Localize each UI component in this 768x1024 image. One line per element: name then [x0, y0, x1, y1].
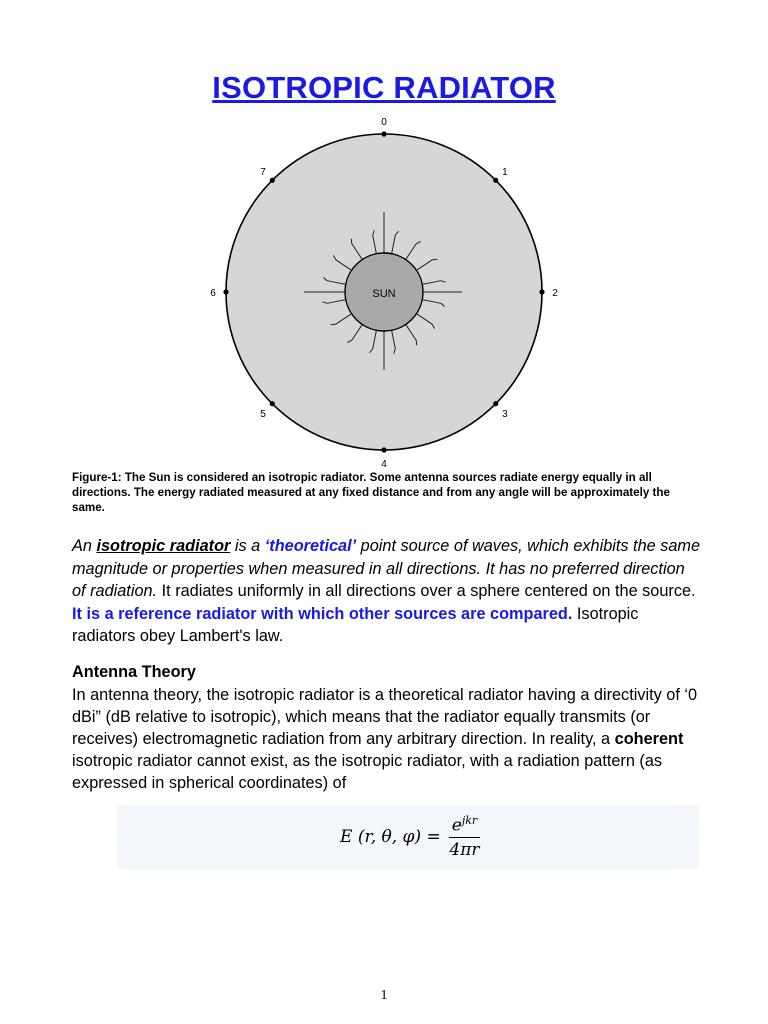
radiation-diagram: [200, 108, 570, 472]
intro-reference-statement: It is a reference radiator with which other sources are compared.: [72, 604, 573, 623]
marker-label: 1: [502, 167, 508, 179]
formula-num-exp: jkr: [461, 813, 478, 827]
marker-dot: [493, 178, 498, 183]
intro-plain-1: It radiates uniformly in all directions over a sphere centered on the source.: [157, 582, 696, 600]
formula-denominator: 4πr: [449, 840, 480, 861]
formula-numerator: [449, 814, 480, 839]
figure-caption: Figure-1: The Sun is considered an isotropic radiator. Some antenna sources radiate energy equally in all directions. The energy radiated measured at any fixed distance and from any angle will be approximately the same.: [72, 471, 670, 514]
term-coherent: coherent: [614, 730, 684, 748]
page-title: ISOTROPIC RADIATOR: [212, 70, 556, 105]
marker-dot: [270, 401, 275, 406]
isotropic-radiator-figure: [200, 108, 570, 472]
intro-plain-2: Isotropic radiators obey Lambert's law.: [72, 604, 639, 645]
sun-label: SUN: [372, 288, 396, 300]
term-isotropic-radiator: isotropic radiator: [96, 537, 231, 555]
antenna-text-1: In antenna theory, the isotropic radiator is a theoretical radiator having a directivity of ‘0 dBi” (dB relative to isotropic), which means that the radiator equally transmits (or receives) electromagnetic radiation from any arbitrary direction. In reality, a: [72, 686, 698, 748]
marker-dot: [493, 401, 498, 406]
page-number: 1: [380, 988, 388, 1003]
radiation-formula: [340, 808, 480, 866]
antenna-theory-paragraph: [72, 684, 702, 794]
marker-dot: [381, 131, 386, 136]
marker-label: 5: [260, 408, 266, 420]
marker-dot: [539, 289, 544, 294]
term-theoretical: ‘theoretical’: [264, 537, 357, 555]
marker-label: 3: [502, 408, 508, 420]
marker-label: 0: [381, 117, 387, 128]
intro-an: An: [72, 537, 97, 555]
intro-italic-rest: point source of waves, which exhibits the same magnitude or properties when measured in all directions. It has no preferred direction of radiation.: [72, 537, 701, 600]
marker-label: 2: [552, 288, 558, 299]
marker-label: 6: [210, 288, 216, 299]
marker-label: 7: [260, 167, 266, 179]
marker-label: 4: [381, 459, 387, 470]
intro-is-a: is a: [230, 537, 265, 555]
marker-dot: [223, 289, 228, 294]
marker-dot: [270, 178, 275, 183]
marker-dot: [381, 447, 386, 452]
formula-fraction: [449, 814, 480, 861]
formula-num-base: e: [451, 815, 462, 836]
section-heading: Antenna Theory: [72, 663, 196, 681]
antenna-text-2: isotropic radiator cannot exist, as the isotropic radiator, with a radiation pattern (as expressed in spherical coordinates) of: [72, 752, 663, 792]
intro-paragraph: [72, 535, 702, 648]
formula-lhs: E (r, θ, φ) =: [340, 827, 441, 847]
